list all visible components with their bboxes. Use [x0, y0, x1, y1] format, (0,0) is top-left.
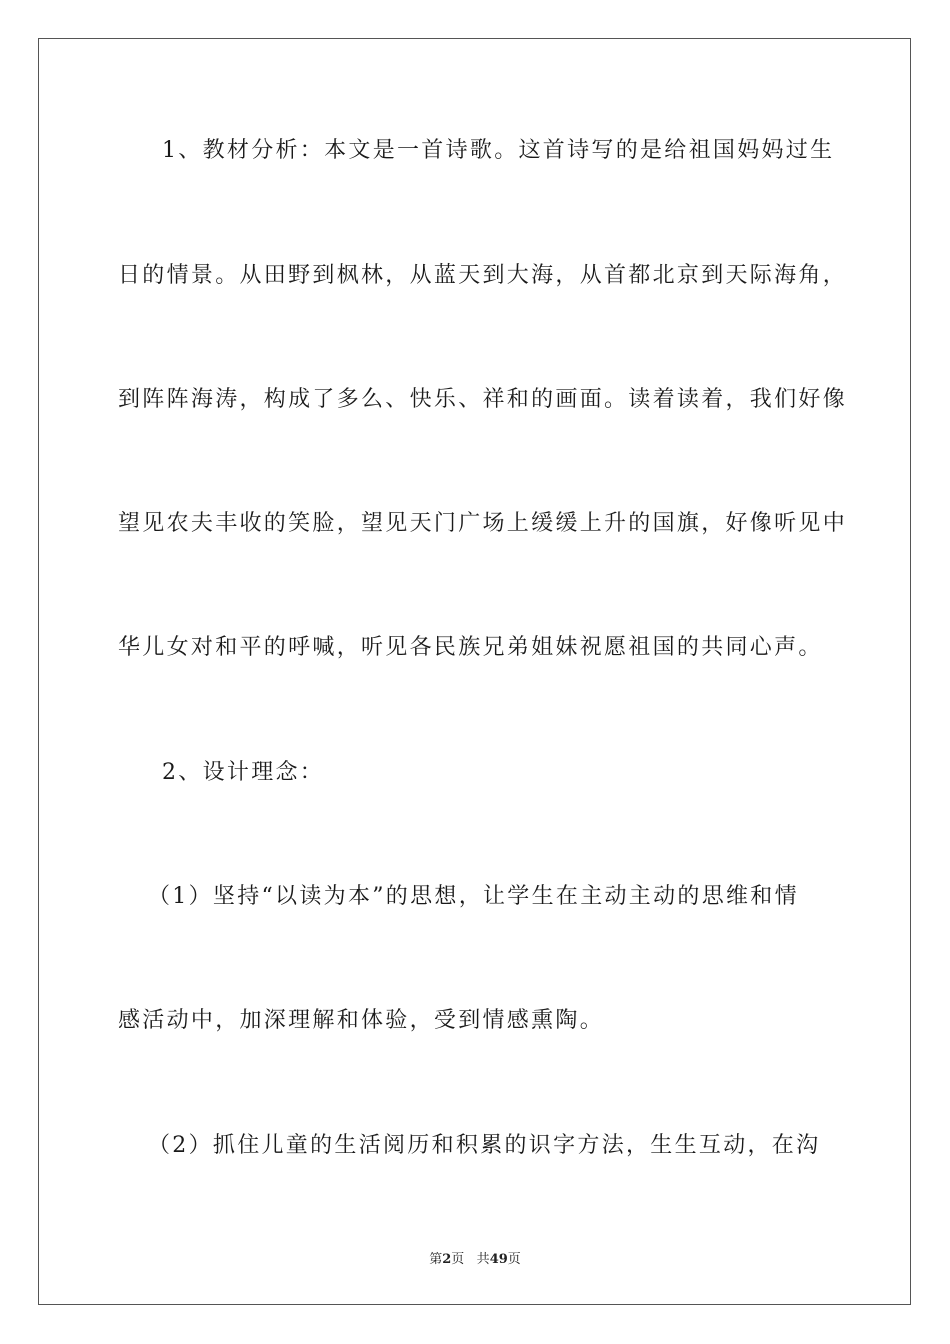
- paragraph-line: 华儿女对和平的呼喊，听见各民族兄弟姐妹祝愿祖国的共同心声。: [118, 635, 823, 660]
- page-suffix: 页: [451, 1252, 465, 1267]
- page-number: 2: [442, 1252, 452, 1267]
- page-prefix: 第: [429, 1252, 443, 1267]
- total-suffix: 页: [507, 1252, 521, 1267]
- paragraph-line: 感活动中，加深理解和体验，受到情感熏陶。: [118, 1008, 605, 1033]
- paragraph-line: 望见农夫丰收的笑脸，望见天门广场上缓缓上升的国旗，好像听见中: [118, 511, 848, 536]
- paragraph-line: 1、教材分析：本文是一首诗歌。这首诗写的是给祖国妈妈过生: [162, 138, 835, 163]
- paragraph-line: （1）坚持“以读为本”的思想，让学生在主动主动的思维和情: [148, 884, 799, 909]
- page-footer: [0, 1248, 950, 1267]
- paragraph-line: （2）抓住儿童的生活阅历和积累的识字方法，生生互动，在沟: [148, 1133, 821, 1158]
- total-prefix: 共: [476, 1252, 490, 1267]
- section-heading: 2、设计理念：: [162, 760, 325, 785]
- paragraph-line: 到阵阵海涛，构成了多么、快乐、祥和的画面。读着读着，我们好像: [118, 387, 848, 412]
- paragraph-line: 日的情景。从田野到枫林，从蓝天到大海，从首都北京到天际海角，: [118, 263, 848, 288]
- total-pages: 49: [489, 1252, 508, 1267]
- page-frame: [38, 38, 911, 1305]
